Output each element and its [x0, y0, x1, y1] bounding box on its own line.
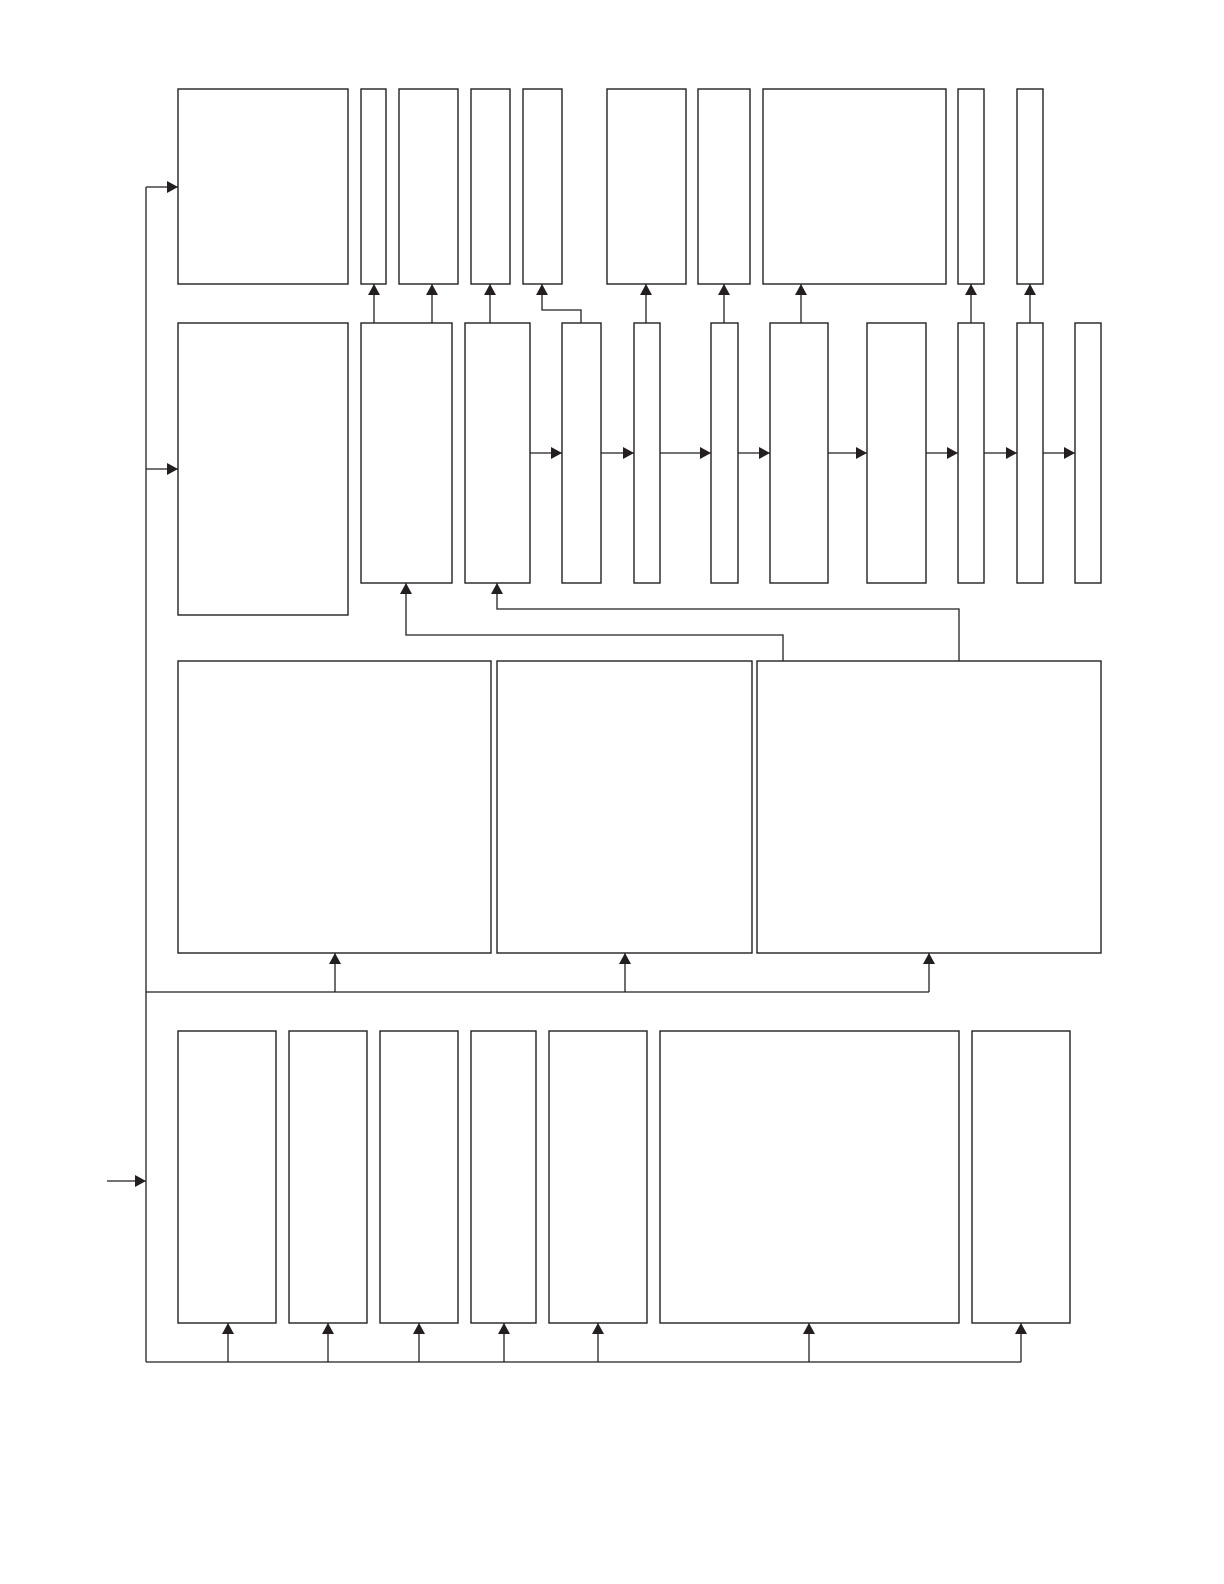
connector-18 — [497, 583, 959, 661]
arrowhead-14 — [400, 583, 412, 594]
arrowhead-20 — [718, 284, 730, 295]
row3-block-2 — [497, 661, 752, 953]
connector-17 — [406, 583, 783, 661]
row4-block-5 — [549, 1031, 647, 1323]
arrowhead-15 — [491, 583, 503, 594]
arrowhead-2 — [167, 181, 178, 193]
row1-block-2 — [361, 89, 386, 284]
row4-block-6 — [660, 1031, 959, 1323]
arrowhead-10 — [498, 1323, 510, 1334]
arrowhead-5 — [619, 953, 631, 964]
arrowhead-22 — [965, 284, 977, 295]
connector-27 — [542, 284, 581, 323]
arrowhead-28 — [759, 447, 770, 459]
row1-block-4 — [471, 89, 510, 284]
row4-block-7 — [972, 1031, 1070, 1323]
arrowhead-7 — [222, 1323, 234, 1334]
row4-block-4 — [471, 1031, 536, 1323]
row1-block-10 — [1017, 89, 1043, 284]
row1-block-8 — [763, 89, 946, 284]
row2-block-7 — [770, 323, 828, 583]
row2-block-4 — [562, 323, 601, 583]
row1-block-6 — [607, 89, 686, 284]
row2-block-3 — [465, 323, 530, 583]
arrowhead-32 — [1064, 447, 1075, 459]
arrowhead-1 — [135, 1175, 146, 1187]
arrowhead-8 — [322, 1323, 334, 1334]
row2-block-9 — [958, 323, 984, 583]
row2-block-2 — [361, 323, 452, 583]
arrowhead-19 — [640, 284, 652, 295]
arrowhead-6 — [923, 953, 935, 964]
arrowhead-31 — [1006, 447, 1017, 459]
row1-block-7 — [698, 89, 750, 284]
arrowhead-24 — [536, 284, 548, 295]
arrowhead-16 — [368, 284, 380, 295]
arrowhead-18 — [484, 284, 496, 295]
arrowhead-27 — [700, 447, 711, 459]
arrowhead-25 — [551, 447, 562, 459]
arrowhead-3 — [167, 463, 178, 475]
row3-block-3 — [757, 661, 1101, 953]
arrowhead-29 — [856, 447, 867, 459]
row4-block-1 — [178, 1031, 276, 1323]
row2-block-11 — [1075, 323, 1101, 583]
row4-block-3 — [380, 1031, 458, 1323]
row1-block-9 — [958, 89, 984, 284]
arrowhead-26 — [623, 447, 634, 459]
arrowhead-30 — [947, 447, 958, 459]
row3-block-1 — [178, 661, 491, 953]
arrowhead-21 — [795, 284, 807, 295]
arrowhead-9 — [413, 1323, 425, 1334]
row2-block-1 — [178, 323, 348, 615]
arrowhead-23 — [1024, 284, 1036, 295]
row1-block-5 — [523, 89, 562, 284]
arrowhead-12 — [803, 1323, 815, 1334]
arrowhead-17 — [426, 284, 438, 295]
row2-block-6 — [711, 323, 738, 583]
row1-block-1 — [178, 89, 348, 284]
row2-block-8 — [867, 323, 926, 583]
arrowhead-11 — [592, 1323, 604, 1334]
arrowhead-13 — [1015, 1323, 1027, 1334]
row1-block-3 — [399, 89, 458, 284]
row2-block-5 — [634, 323, 660, 583]
row2-block-10 — [1017, 323, 1043, 583]
arrowhead-4 — [329, 953, 341, 964]
row4-block-2 — [289, 1031, 367, 1323]
